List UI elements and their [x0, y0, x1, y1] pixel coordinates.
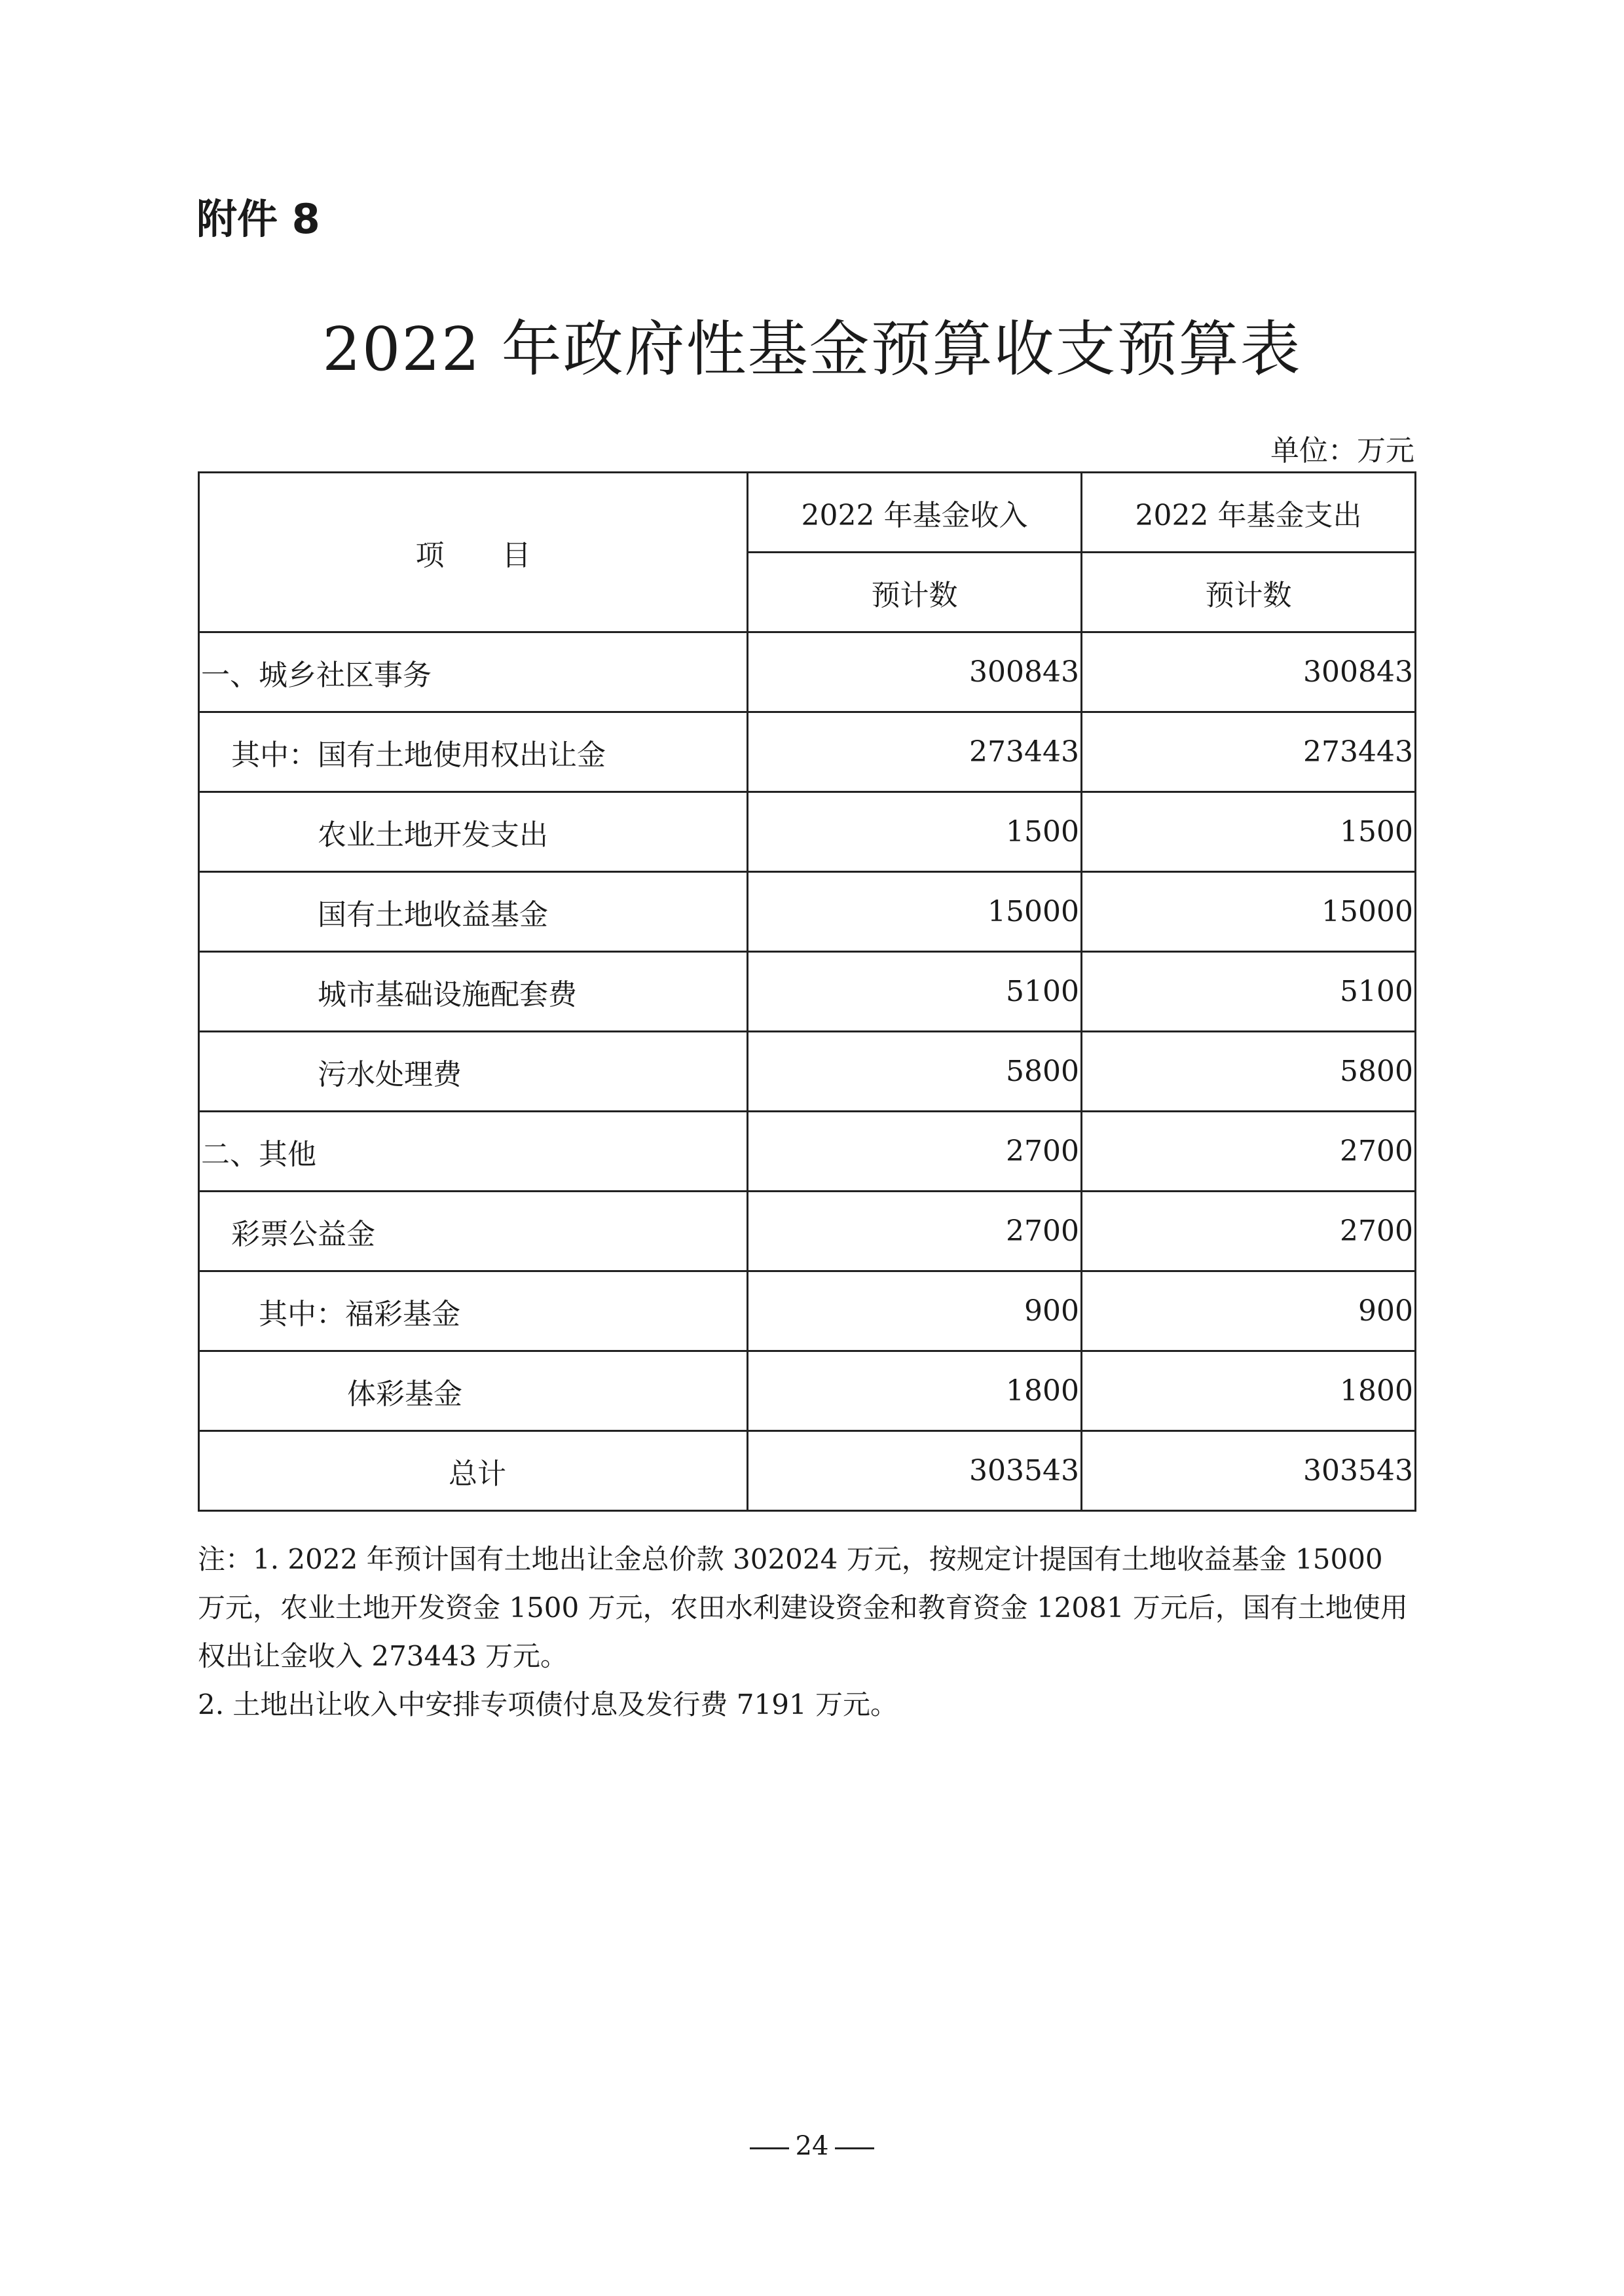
- row-expense: 1800: [1082, 1351, 1416, 1431]
- table-row: [199, 1271, 1416, 1351]
- row-income: 5100: [748, 952, 1082, 1032]
- row-expense: 2700: [1082, 1192, 1416, 1271]
- row-income: 900: [748, 1271, 1082, 1351]
- total-label: 总计: [199, 1431, 748, 1511]
- note-1: 注：1. 2022 年预计国有土地出让金总价款 302024 万元，按规定计提国有土地收益基金 15000 万元，农业土地开发资金 1500 万元，农田水利建设资金和教育资金 12081 万元后，国有土地使用权出让金收入 273443 万元。: [198, 1543, 1408, 1672]
- row-expense: 5800: [1082, 1032, 1416, 1112]
- total-expense: 303543: [1082, 1431, 1416, 1511]
- budget-table: [198, 471, 1416, 1512]
- row-label: 农业土地开发支出: [199, 792, 748, 872]
- note-2: 2. 土地出让收入中安排专项债付息及发行费 7191 万元。: [198, 1688, 898, 1721]
- table-row: [199, 792, 1416, 872]
- row-expense: 300843: [1082, 632, 1416, 712]
- page-number: [0, 2131, 1624, 2161]
- table-row: [199, 1192, 1416, 1271]
- row-label: 其中：国有土地使用权出让金: [199, 712, 748, 792]
- header-row: [199, 473, 1416, 553]
- attachment-label: 附件 8: [196, 195, 320, 243]
- row-expense: 5100: [1082, 952, 1416, 1032]
- table-row: [199, 632, 1416, 712]
- table-row: [199, 1032, 1416, 1112]
- header-expense-sub: 预计数: [1082, 553, 1416, 632]
- row-label: 国有土地收益基金: [199, 872, 748, 952]
- row-label: 一、城乡社区事务: [199, 632, 748, 712]
- header-item: 项 目: [199, 473, 748, 632]
- row-income: 1800: [748, 1351, 1082, 1431]
- header-income: 2022 年基金收入: [748, 473, 1082, 553]
- row-expense: 15000: [1082, 872, 1416, 952]
- table-row: [199, 1351, 1416, 1431]
- total-income: 303543: [748, 1431, 1082, 1511]
- row-income: 2700: [748, 1192, 1082, 1271]
- table-row: [199, 1112, 1416, 1192]
- page-number-dash-left: [750, 2147, 789, 2149]
- header-expense: 2022 年基金支出: [1082, 473, 1416, 553]
- row-label: 彩票公益金: [199, 1192, 748, 1271]
- row-label: 污水处理费: [199, 1032, 748, 1112]
- unit-label: 单位：万元: [1270, 434, 1414, 467]
- notes: [198, 1535, 1414, 1729]
- row-income: 2700: [748, 1112, 1082, 1192]
- row-label: 体彩基金: [199, 1351, 748, 1431]
- row-expense: 1500: [1082, 792, 1416, 872]
- page-number-value: 24: [795, 2131, 829, 2161]
- row-income: 273443: [748, 712, 1082, 792]
- row-label: 二、其他: [199, 1112, 748, 1192]
- table-row: [199, 952, 1416, 1032]
- row-expense: 273443: [1082, 712, 1416, 792]
- table-row: [199, 872, 1416, 952]
- table-row: [199, 712, 1416, 792]
- row-label: 城市基础设施配套费: [199, 952, 748, 1032]
- row-label: 其中：福彩基金: [199, 1271, 748, 1351]
- row-income: 300843: [748, 632, 1082, 712]
- total-row: [199, 1431, 1416, 1511]
- row-income: 15000: [748, 872, 1082, 952]
- header-income-sub: 预计数: [748, 553, 1082, 632]
- row-income: 1500: [748, 792, 1082, 872]
- page-number-dash-right: [835, 2147, 874, 2149]
- row-expense: 2700: [1082, 1112, 1416, 1192]
- row-income: 5800: [748, 1032, 1082, 1112]
- row-expense: 900: [1082, 1271, 1416, 1351]
- page-title: 2022 年政府性基金预算收支预算表: [322, 314, 1302, 384]
